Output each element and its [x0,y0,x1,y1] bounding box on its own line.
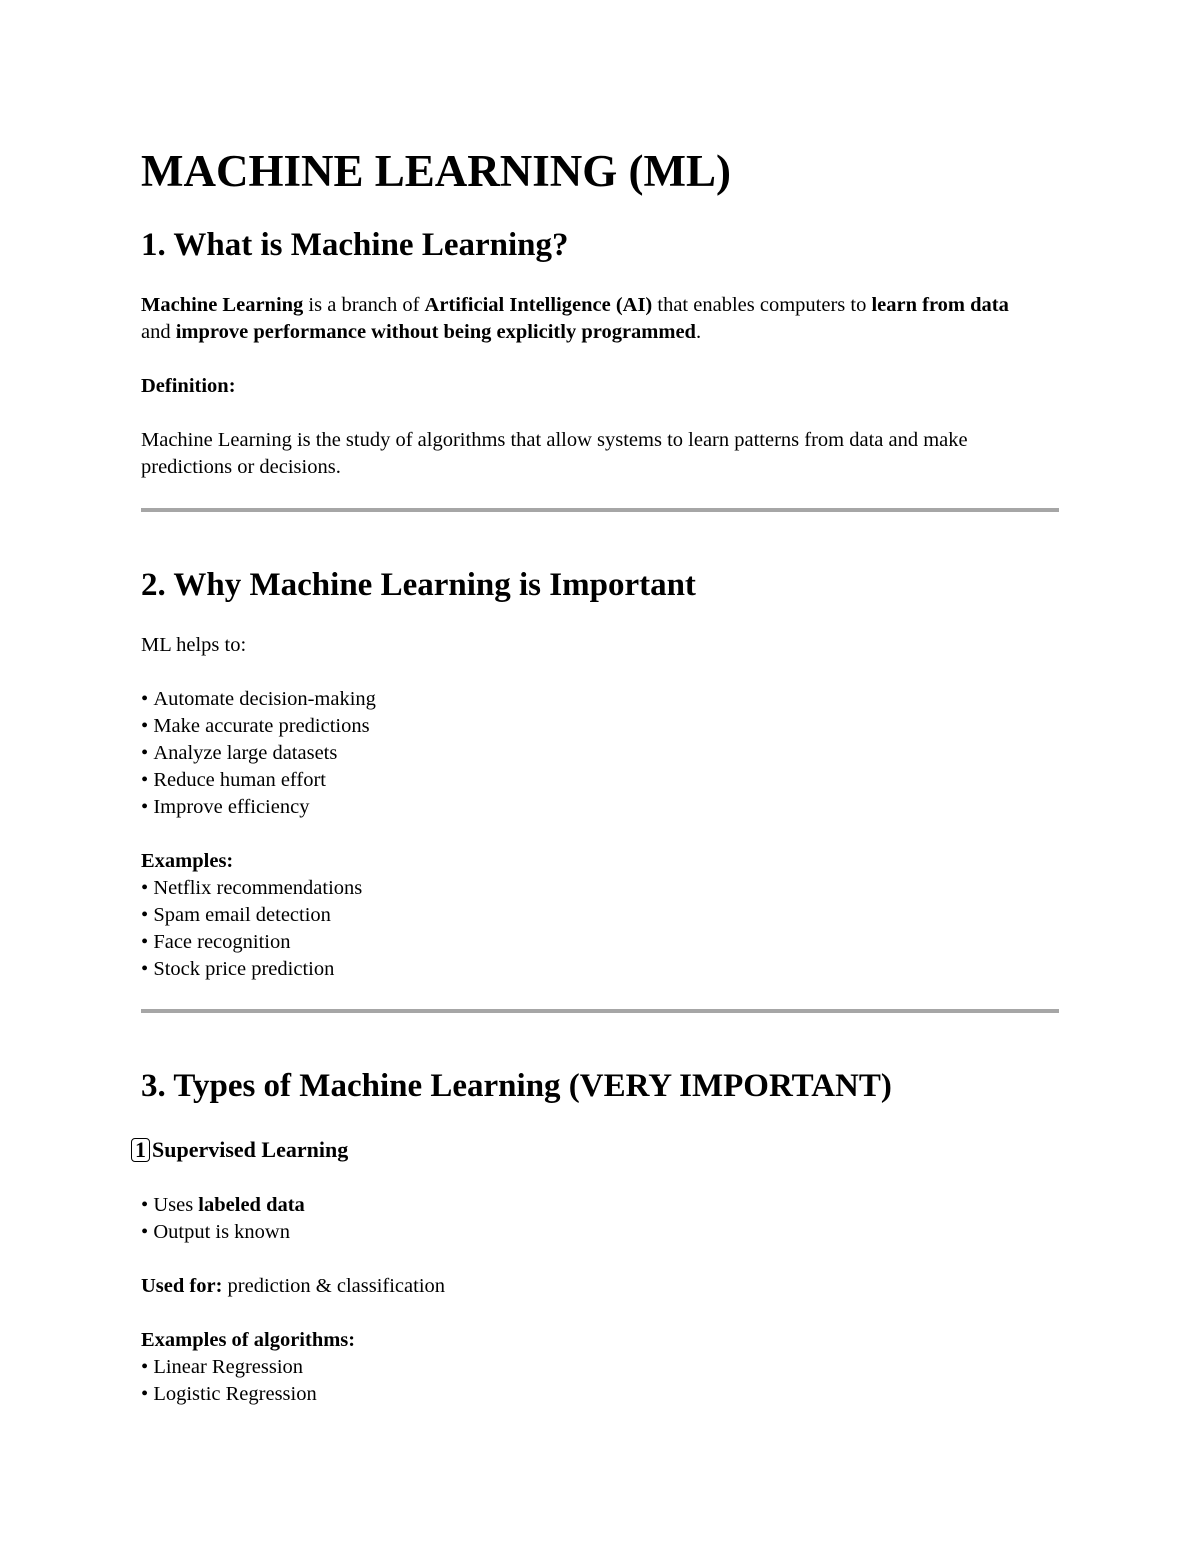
list-item: • Stock price prediction [141,956,362,983]
document-title: MACHINE LEARNING (ML) [141,146,731,196]
list-item: • Reduce human effort [141,767,376,794]
section-2-lead: ML helps to: [141,634,247,656]
examples-label [141,848,233,875]
supervised-list [141,1192,305,1246]
section-divider [141,508,1059,512]
intro-term-learn: learn from data [871,294,1009,316]
list-item: • Face recognition [141,929,362,956]
used-for-line [141,1273,445,1300]
definition-label [141,373,236,400]
number-one-icon: 1 [131,1138,150,1162]
list-item: • Improve efficiency [141,794,376,821]
list-item: • Logistic Regression [141,1381,317,1408]
list-item: • Analyze large datasets [141,740,376,767]
used-for-text: prediction & classification [222,1275,446,1297]
algorithms-label-text: Examples of algorithms: [141,1329,356,1351]
intro-term-ai: Artificial Intelligence (AI) [424,294,653,316]
section-1-intro [141,292,1041,346]
intro-text-2: that enables computers to [652,294,872,316]
list-item: • Automate decision-making [141,686,376,713]
supervised-learning-title: Supervised Learning [152,1137,349,1162]
examples-label-text: Examples: [141,850,234,872]
examples-list [141,875,362,983]
list-item [141,1192,305,1219]
supervised-learning-heading [131,1136,348,1164]
intro-text-3: and [141,321,176,343]
section-3-heading: 3. Types of Machine Learning (VERY IMPORTANT) [141,1068,892,1104]
importance-list [141,686,376,821]
definition-label-text: Definition: [141,375,236,397]
section-2-heading: 2. Why Machine Learning is Important [141,567,696,603]
intro-term-improve: improve performance without being explicitly programmed [175,321,696,343]
definition-text: Machine Learning is the study of algorithms that allow systems to learn patterns from data and make predictions or decisions. [141,429,968,478]
section-divider [141,1009,1059,1013]
used-for-label: Used for: [141,1275,223,1297]
list-item: • Output is known [141,1219,305,1246]
intro-term-ml: Machine Learning [141,294,304,316]
intro-text-4: . [695,321,702,343]
bullet-text: Uses [153,1194,199,1216]
bullet-bold-text: labeled data [198,1194,305,1216]
algorithms-label [141,1327,355,1354]
list-item: • Make accurate predictions [141,713,376,740]
list-item: • Netflix recommendations [141,875,362,902]
algorithms-list [141,1354,317,1408]
intro-text-1: is a branch of [303,294,425,316]
section-1-heading: 1. What is Machine Learning? [141,227,569,263]
list-item: • Linear Regression [141,1354,317,1381]
list-item: • Spam email detection [141,902,362,929]
